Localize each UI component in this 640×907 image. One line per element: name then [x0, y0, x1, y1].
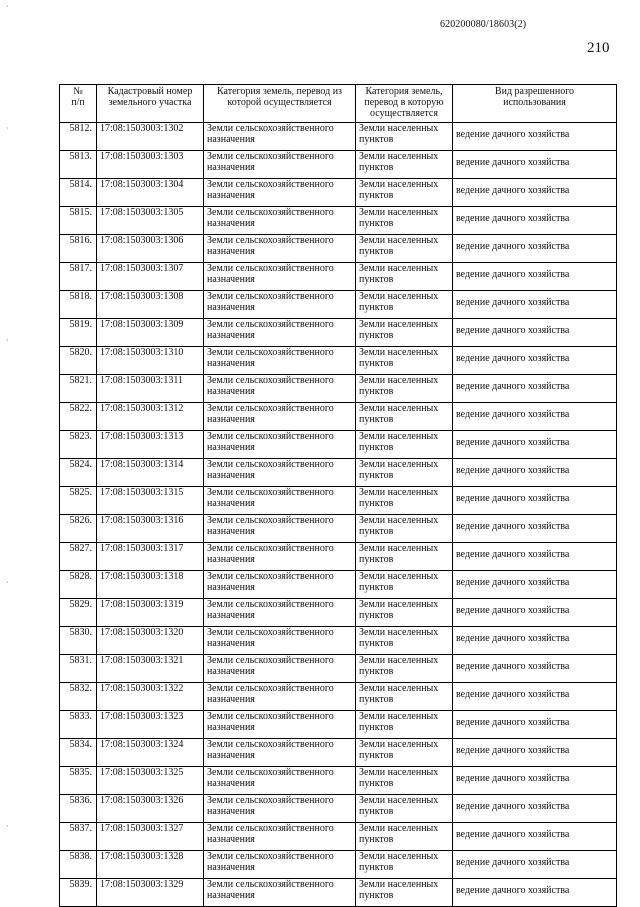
to-category: Земли населенных пунктов: [356, 823, 453, 851]
from-category: Земли сельскохозяйственного назначения: [204, 767, 356, 795]
row-number: 5835.: [60, 767, 97, 795]
permitted-use: ведение дачного хозяйства: [453, 851, 617, 879]
permitted-use: ведение дачного хозяйства: [453, 739, 617, 767]
row-number: 5827.: [60, 543, 97, 571]
to-category: Земли населенных пунктов: [356, 655, 453, 683]
row-number: 5824.: [60, 459, 97, 487]
table-row: [60, 655, 617, 683]
table-row: [60, 879, 617, 907]
permitted-use: ведение дачного хозяйства: [453, 263, 617, 291]
table-header-row: [60, 85, 617, 123]
table-row: [60, 375, 617, 403]
cadastral-number: 17:08:1503003:1329: [97, 879, 204, 907]
cadastral-number: 17:08:1503003:1323: [97, 711, 204, 739]
row-number: 5839.: [60, 879, 97, 907]
permitted-use: ведение дачного хозяйства: [453, 655, 617, 683]
from-category: Земли сельскохозяйственного назначения: [204, 207, 356, 235]
cadastral-number: 17:08:1503003:1306: [97, 235, 204, 263]
cadastral-number: 17:08:1503003:1307: [97, 263, 204, 291]
from-category: Земли сельскохозяйственного назначения: [204, 543, 356, 571]
from-category: Земли сельскохозяйственного назначения: [204, 403, 356, 431]
margin-mark: ·: [6, 336, 9, 345]
table-row: [60, 319, 617, 347]
to-category: Земли населенных пунктов: [356, 767, 453, 795]
header-use: Вид разрешенного использования: [453, 85, 617, 123]
cadastral-number: 17:08:1503003:1316: [97, 515, 204, 543]
permitted-use: ведение дачного хозяйства: [453, 207, 617, 235]
from-category: Земли сельскохозяйственного назначения: [204, 375, 356, 403]
table-row: [60, 179, 617, 207]
cadastral-number: 17:08:1503003:1322: [97, 683, 204, 711]
table-row: [60, 123, 617, 151]
to-category: Земли населенных пунктов: [356, 123, 453, 151]
to-category: Земли населенных пунктов: [356, 515, 453, 543]
cadastral-number: 17:08:1503003:1313: [97, 431, 204, 459]
to-category: Земли населенных пунктов: [356, 347, 453, 375]
from-category: Земли сельскохозяйственного назначения: [204, 879, 356, 907]
to-category: Земли населенных пунктов: [356, 179, 453, 207]
to-category: Земли населенных пунктов: [356, 487, 453, 515]
cadastral-number: 17:08:1503003:1327: [97, 823, 204, 851]
to-category: Земли населенных пунктов: [356, 431, 453, 459]
row-number: 5826.: [60, 515, 97, 543]
to-category: Земли населенных пунктов: [356, 375, 453, 403]
table-row: [60, 151, 617, 179]
to-category: Земли населенных пунктов: [356, 151, 453, 179]
permitted-use: ведение дачного хозяйства: [453, 487, 617, 515]
cadastral-number: 17:08:1503003:1302: [97, 123, 204, 151]
to-category: Земли населенных пунктов: [356, 879, 453, 907]
row-number: 5820.: [60, 347, 97, 375]
to-category: Земли населенных пунктов: [356, 235, 453, 263]
from-category: Земли сельскохозяйственного назначения: [204, 179, 356, 207]
permitted-use: ведение дачного хозяйства: [453, 711, 617, 739]
header-num: № п/п: [60, 85, 97, 123]
row-number: 5830.: [60, 627, 97, 655]
to-category: Земли населенных пунктов: [356, 795, 453, 823]
table-row: [60, 515, 617, 543]
row-number: 5816.: [60, 235, 97, 263]
row-number: 5834.: [60, 739, 97, 767]
row-number: 5821.: [60, 375, 97, 403]
cadastral-number: 17:08:1503003:1312: [97, 403, 204, 431]
permitted-use: ведение дачного хозяйства: [453, 543, 617, 571]
permitted-use: ведение дачного хозяйства: [453, 291, 617, 319]
table-row: [60, 823, 617, 851]
row-number: 5829.: [60, 599, 97, 627]
header-cadastral: Кадастровый номер земельного участка: [97, 85, 204, 123]
table-row: [60, 207, 617, 235]
row-number: 5831.: [60, 655, 97, 683]
row-number: 5813.: [60, 151, 97, 179]
land-table: [59, 84, 617, 907]
permitted-use: ведение дачного хозяйства: [453, 319, 617, 347]
row-number: 5814.: [60, 179, 97, 207]
cadastral-number: 17:08:1503003:1321: [97, 655, 204, 683]
to-category: Земли населенных пунктов: [356, 851, 453, 879]
page-number: 210: [587, 40, 610, 56]
from-category: Земли сельскохозяйственного назначения: [204, 151, 356, 179]
table-row: [60, 263, 617, 291]
margin-mark: ·: [6, 2, 9, 11]
row-number: 5828.: [60, 571, 97, 599]
header-from-category: Категория земель, перевод из которой осуществляется: [204, 85, 356, 123]
cadastral-number: 17:08:1503003:1303: [97, 151, 204, 179]
to-category: Земли населенных пунктов: [356, 571, 453, 599]
to-category: Земли населенных пунктов: [356, 683, 453, 711]
margin-mark: ·: [6, 822, 9, 831]
permitted-use: ведение дачного хозяйства: [453, 823, 617, 851]
cadastral-number: 17:08:1503003:1315: [97, 487, 204, 515]
row-number: 5825.: [60, 487, 97, 515]
cadastral-number: 17:08:1503003:1308: [97, 291, 204, 319]
table-row: [60, 627, 617, 655]
to-category: Земли населенных пунктов: [356, 599, 453, 627]
row-number: 5832.: [60, 683, 97, 711]
row-number: 5836.: [60, 795, 97, 823]
to-category: Земли населенных пунктов: [356, 291, 453, 319]
cadastral-number: 17:08:1503003:1309: [97, 319, 204, 347]
permitted-use: ведение дачного хозяйства: [453, 179, 617, 207]
cadastral-number: 17:08:1503003:1304: [97, 179, 204, 207]
to-category: Земли населенных пунктов: [356, 459, 453, 487]
table-row: [60, 291, 617, 319]
to-category: Земли населенных пунктов: [356, 627, 453, 655]
cadastral-number: 17:08:1503003:1326: [97, 795, 204, 823]
from-category: Земли сельскохозяйственного назначения: [204, 123, 356, 151]
table-row: [60, 739, 617, 767]
permitted-use: ведение дачного хозяйства: [453, 459, 617, 487]
to-category: Земли населенных пунктов: [356, 207, 453, 235]
permitted-use: ведение дачного хозяйства: [453, 571, 617, 599]
to-category: Земли населенных пунктов: [356, 263, 453, 291]
cadastral-number: 17:08:1503003:1328: [97, 851, 204, 879]
to-category: Земли населенных пунктов: [356, 403, 453, 431]
permitted-use: ведение дачного хозяйства: [453, 431, 617, 459]
from-category: Земли сельскохозяйственного назначения: [204, 795, 356, 823]
from-category: Земли сельскохозяйственного назначения: [204, 627, 356, 655]
permitted-use: ведение дачного хозяйства: [453, 235, 617, 263]
from-category: Земли сельскохозяйственного назначения: [204, 291, 356, 319]
to-category: Земли населенных пунктов: [356, 319, 453, 347]
cadastral-number: 17:08:1503003:1314: [97, 459, 204, 487]
permitted-use: ведение дачного хозяйства: [453, 123, 617, 151]
row-number: 5823.: [60, 431, 97, 459]
from-category: Земли сельскохозяйственного назначения: [204, 711, 356, 739]
from-category: Земли сельскохозяйственного назначения: [204, 459, 356, 487]
header-to-category: Категория земель, перевод в которую осуществляется: [356, 85, 453, 123]
cadastral-number: 17:08:1503003:1320: [97, 627, 204, 655]
from-category: Земли сельскохозяйственного назначения: [204, 655, 356, 683]
permitted-use: ведение дачного хозяйства: [453, 347, 617, 375]
to-category: Земли населенных пунктов: [356, 543, 453, 571]
table-row: [60, 487, 617, 515]
table-row: [60, 711, 617, 739]
row-number: 5833.: [60, 711, 97, 739]
table-row: [60, 543, 617, 571]
from-category: Земли сельскохозяйственного назначения: [204, 571, 356, 599]
table-row: [60, 599, 617, 627]
cadastral-number: 17:08:1503003:1305: [97, 207, 204, 235]
cadastral-number: 17:08:1503003:1324: [97, 739, 204, 767]
row-number: 5815.: [60, 207, 97, 235]
margin-mark: ·: [6, 124, 9, 133]
margin-mark: ·: [6, 578, 9, 587]
permitted-use: ведение дачного хозяйства: [453, 515, 617, 543]
permitted-use: ведение дачного хозяйства: [453, 683, 617, 711]
permitted-use: ведение дачного хозяйства: [453, 599, 617, 627]
row-number: 5819.: [60, 319, 97, 347]
table-row: [60, 683, 617, 711]
from-category: Земли сельскохозяйственного назначения: [204, 319, 356, 347]
from-category: Земли сельскохозяйственного назначения: [204, 431, 356, 459]
table-row: [60, 851, 617, 879]
to-category: Земли населенных пунктов: [356, 739, 453, 767]
cadastral-number: 17:08:1503003:1319: [97, 599, 204, 627]
table-row: [60, 403, 617, 431]
table-row: [60, 459, 617, 487]
cadastral-number: 17:08:1503003:1318: [97, 571, 204, 599]
row-number: 5838.: [60, 851, 97, 879]
from-category: Земли сельскохозяйственного назначения: [204, 347, 356, 375]
permitted-use: ведение дачного хозяйства: [453, 767, 617, 795]
permitted-use: ведение дачного хозяйства: [453, 879, 617, 907]
from-category: Земли сельскохозяйственного назначения: [204, 739, 356, 767]
from-category: Земли сельскохозяйственного назначения: [204, 515, 356, 543]
cadastral-number: 17:08:1503003:1325: [97, 767, 204, 795]
table-row: [60, 431, 617, 459]
permitted-use: ведение дачного хозяйства: [453, 375, 617, 403]
to-category: Земли населенных пунктов: [356, 711, 453, 739]
table-row: [60, 571, 617, 599]
row-number: 5822.: [60, 403, 97, 431]
table-row: [60, 795, 617, 823]
from-category: Земли сельскохозяйственного назначения: [204, 235, 356, 263]
row-number: 5818.: [60, 291, 97, 319]
document-id: 620200080/18603(2): [440, 19, 527, 30]
permitted-use: ведение дачного хозяйства: [453, 627, 617, 655]
cadastral-number: 17:08:1503003:1311: [97, 375, 204, 403]
from-category: Земли сельскохозяйственного назначения: [204, 599, 356, 627]
from-category: Земли сельскохозяйственного назначения: [204, 263, 356, 291]
row-number: 5812.: [60, 123, 97, 151]
permitted-use: ведение дачного хозяйства: [453, 795, 617, 823]
from-category: Земли сельскохозяйственного назначения: [204, 683, 356, 711]
table-row: [60, 347, 617, 375]
from-category: Земли сельскохозяйственного назначения: [204, 487, 356, 515]
cadastral-number: 17:08:1503003:1310: [97, 347, 204, 375]
cadastral-number: 17:08:1503003:1317: [97, 543, 204, 571]
from-category: Земли сельскохозяйственного назначения: [204, 851, 356, 879]
row-number: 5817.: [60, 263, 97, 291]
permitted-use: ведение дачного хозяйства: [453, 151, 617, 179]
row-number: 5837.: [60, 823, 97, 851]
table-row: [60, 235, 617, 263]
table-row: [60, 767, 617, 795]
permitted-use: ведение дачного хозяйства: [453, 403, 617, 431]
from-category: Земли сельскохозяйственного назначения: [204, 823, 356, 851]
